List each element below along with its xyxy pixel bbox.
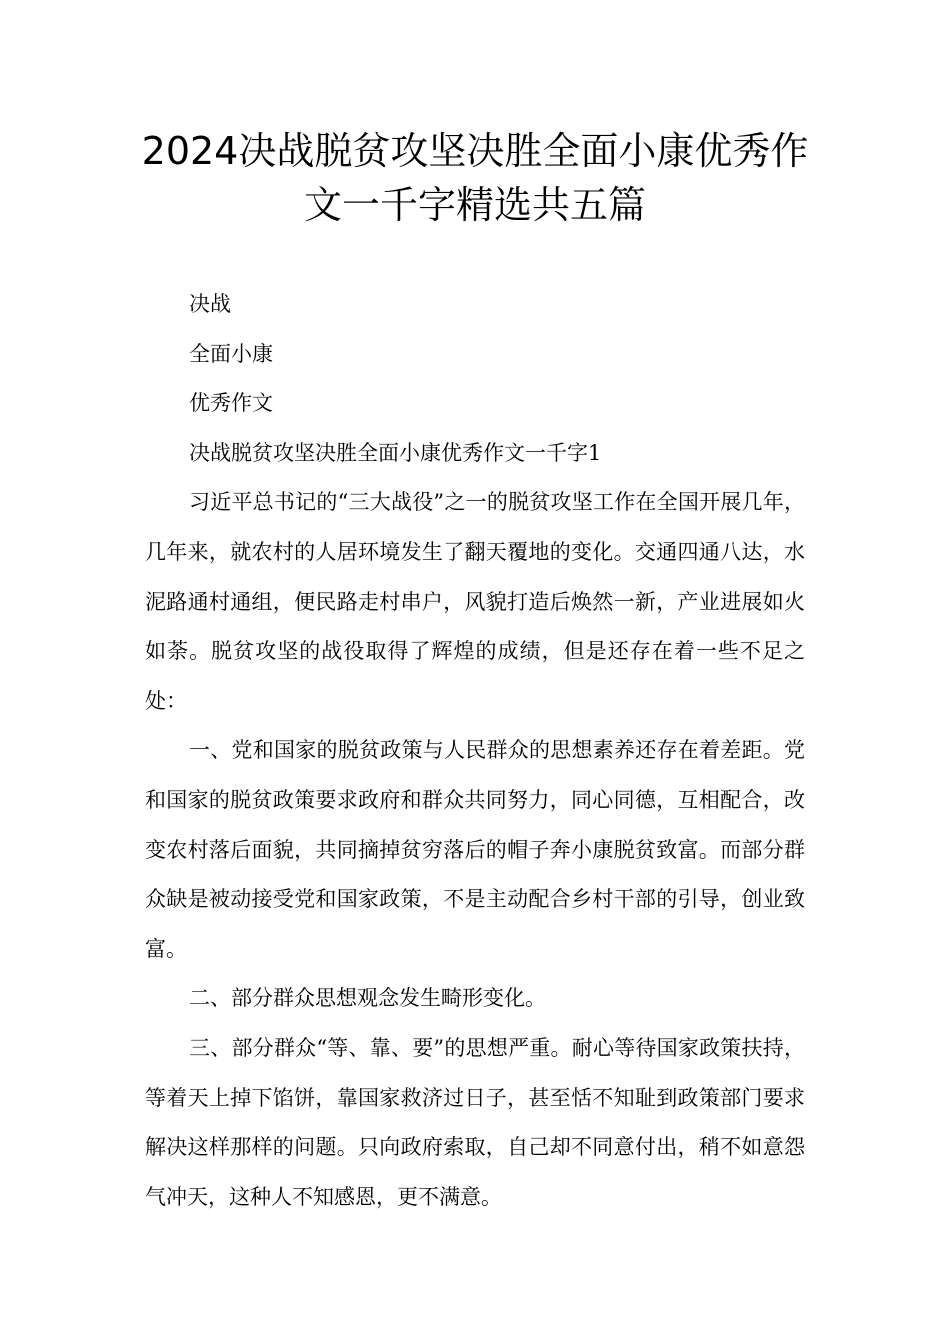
- title-line-1: 2024决战脱贫攻坚决胜全面小康优秀作: [141, 129, 809, 173]
- section-heading: 决战脱贫攻坚决胜全面小康优秀作文一千字1: [189, 440, 602, 465]
- keyword-2: 全面小康: [189, 341, 273, 366]
- body-paragraph: 二、部分群众思想观念发生畸形变化。: [189, 986, 546, 1011]
- keyword-1: 决战: [189, 292, 231, 316]
- keyword-3: 优秀作文: [189, 391, 273, 416]
- body-paragraph: 一、党和国家的脱贫政策与人民群众的思想素养还存在着差距。党和国家的脱贫政策要求政府和群众共同努力，同心同德，互相配合，改变农村落后面貌，共同摘掉贫穷落后的帽子奔小康脱贫致富。而部分群众缺是被动接受党和国家政策，不是主动配合乡村干部的引导，创业致富。: [145, 738, 805, 961]
- body-paragraph: 三、部分群众“等、靠、要”的思想严重。耐心等待国家政策扶持，等着天上掉下馅饼，靠国家救济过日子，甚至恬不知耻到政策部门要求解决这样那样的问题。只向政府索取，自己却不同意付出，稍不如意怨气冲天，这种人不知感恩，更不满意。: [145, 1035, 805, 1209]
- body-paragraph: 习近平总书记的“三大战役”之一的脱贫攻坚工作在全国开展几年，几年来，就农村的人居环境发生了翻天覆地的变化。交通四通八达，水泥路通村通组，便民路走村串户，风貌打造后焕然一新，产业进展如火如荼。脱贫攻坚的战役取得了辉煌的成绩，但是还存在着一些不足之处：: [145, 490, 805, 713]
- title-line-2: 文一千字精选共五篇: [303, 183, 646, 227]
- document-title: [100, 124, 850, 232]
- document-body: [145, 280, 805, 1222]
